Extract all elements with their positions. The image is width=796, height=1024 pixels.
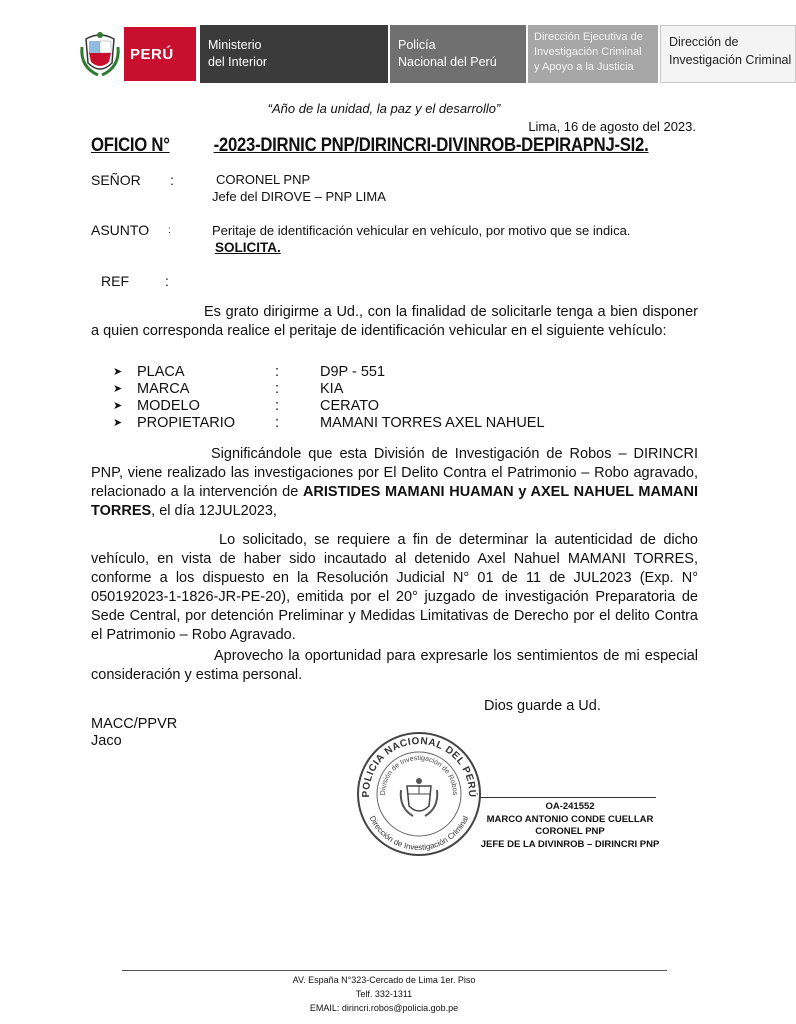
directorate-line-3: y Apoyo a la Justicia: [534, 61, 634, 73]
footer-divider: [122, 970, 667, 971]
stamp-emblem-icon: [401, 778, 438, 816]
ministry-block: [200, 25, 388, 83]
ministry-line-2: del Interior: [208, 55, 268, 69]
vehicle-colon: :: [275, 415, 280, 431]
typist-line: Jaco: [91, 733, 122, 749]
directorate-line-2: Investigación Criminal: [534, 46, 642, 58]
list-item: [113, 364, 593, 381]
vehicle-key: MARCA: [137, 381, 190, 397]
footer-address: AV. España N°323-Cercado de Lima 1er. Piso: [292, 975, 476, 985]
division-line-1: Dirección de: [669, 35, 739, 49]
signature-block: [475, 801, 665, 851]
year-motto: “Año de la unidad, la paz y el desarrollo”: [267, 101, 501, 116]
arrow-bullet-icon: ➤: [113, 383, 123, 395]
directorate-line-1: Dirección Ejecutiva de: [534, 31, 643, 43]
paragraph-request: Lo solicitado, se requiere a fin de determinar la autenticidad de dicho vehículo, en vista de haber sido incautado al detenido Axel Nahuel MAMANI TORRES, conforme a los dispuesto en la Resolución Judicial N° 01 de 11 de JUL2023 (Exp. N° 050192023-1-1826-JR-PE-20), emitida por el 20° juzgado de investigación Preparatoria de Sede Central, por detención Preliminar y Medidas Limitativas de Derecho por el delito Contra el Patrimonio – Robo Agravado.: [91, 532, 698, 643]
vehicle-value: MAMANI TORRES AXEL NAHUEL: [320, 415, 545, 431]
initials-line: MACC/PPVR: [91, 716, 178, 732]
police-block: [390, 25, 526, 83]
vehicle-value: D9P - 551: [320, 364, 386, 380]
coat-of-arms-icon: [80, 29, 120, 79]
vehicle-colon: :: [275, 381, 280, 397]
stamp-inner-text: División de Investigación de Robos: [379, 754, 459, 796]
vehicle-key: MODELO: [137, 398, 200, 414]
asunto-text: Peritaje de identificación vehicular en vehículo, por motivo que se indica.: [212, 223, 631, 238]
document-date: Lima, 16 de agosto del 2023.: [528, 119, 696, 134]
arrow-bullet-icon: ➤: [113, 400, 123, 412]
paragraph-context-text: Significándole que esta División de Investigación de Robos – DIRINCRI PNP, viene realizado las investigaciones por El Delito Contra el Patrimonio – Robo agravado, relacionado a la intervención de: [91, 446, 698, 500]
list-item: [113, 398, 593, 415]
svg-text:Dirección de Investigación Cri: [368, 814, 471, 852]
senor-label: SEÑOR: [91, 172, 141, 188]
closing-salutation: Dios guarde a Ud.: [484, 698, 601, 714]
paragraph-intro: Es grato dirigirme a Ud., con la finalidad de solicitarle tenga a bien disponer a quien corresponda realice el peritaje de identificación vehicular en el siguiente vehículo:: [91, 304, 698, 339]
ref-colon: :: [165, 273, 169, 289]
initials-block: [91, 716, 177, 750]
signature-title: JEFE DE LA DIVINROB – DIRINCRI PNP: [480, 838, 660, 850]
vehicle-key: PLACA: [137, 364, 185, 380]
asunto-solicita: SOLICITA.: [215, 240, 281, 255]
paragraph-context-end: , el día 12JUL2023,: [151, 503, 277, 519]
asunto-label: ASUNTO: [91, 222, 150, 238]
svg-text:POLICIA NACIONAL DEL PERÚ: [361, 736, 479, 798]
division-line-2: Investigación Criminal: [669, 53, 792, 67]
oficio-number: [91, 135, 648, 157]
recipient-rank: CORONEL PNP: [216, 172, 311, 187]
stamp-bottom-text: Dirección de Investigación Criminal: [367, 814, 471, 853]
oficio-code: -2023-DIRNIC PNP/DIRINCRI-DIVINROB-DEPIRAPNJ-SI2.: [213, 135, 649, 156]
paragraph-closing: Aprovecho la oportunidad para expresarle los sentimientos de mi especial consideración y estima personal.: [91, 648, 698, 683]
vehicle-key: PROPIETARIO: [137, 415, 236, 431]
signature-id: OA-241552: [545, 801, 595, 812]
stamp-outer-text: POLICIA NACIONAL DEL PERÚ: [360, 735, 478, 798]
list-item: [113, 381, 593, 398]
oficio-label: OFICIO N°: [91, 135, 170, 156]
arrow-bullet-icon: ➤: [113, 417, 123, 429]
letterhead: [80, 25, 792, 83]
recipient-office: Jefe del DIROVE – PNP LIMA: [212, 189, 386, 204]
vehicle-details-list: [113, 364, 593, 432]
vehicle-colon: :: [275, 364, 280, 380]
senor-colon: :: [170, 172, 174, 188]
ref-label: REF: [101, 273, 129, 289]
footer-email: EMAIL: dirincri.robos@policia.gob.pe: [309, 1003, 459, 1013]
footer: [0, 973, 768, 1015]
footer-phone: Telf. 332-1311: [355, 989, 413, 999]
official-stamp: [355, 730, 483, 858]
peru-brand-block: [122, 25, 198, 83]
vehicle-value: KIA: [320, 381, 344, 397]
signature-name: MARCO ANTONIO CONDE CUELLAR: [486, 813, 654, 825]
vehicle-value: CERATO: [320, 398, 380, 414]
list-item: [113, 415, 593, 432]
arrow-bullet-icon: ➤: [113, 366, 123, 378]
directorate-block: [528, 25, 658, 83]
peru-label: PERÚ: [130, 46, 174, 63]
paragraph-context-names: ARISTIDES MAMANI HUAMAN y AXEL NAHUEL MAMANI TORRES: [91, 484, 698, 519]
vehicle-colon: :: [275, 398, 280, 414]
division-block: [660, 25, 796, 83]
ministry-line-1: Ministerio: [208, 38, 262, 52]
police-line-1: Policía: [398, 38, 436, 52]
asunto-colon: :: [168, 225, 171, 236]
paragraph-context: [91, 445, 698, 521]
police-line-2: Nacional del Perú: [398, 55, 497, 69]
signature-rank: CORONEL PNP: [535, 826, 605, 837]
signature-line: [480, 797, 656, 798]
